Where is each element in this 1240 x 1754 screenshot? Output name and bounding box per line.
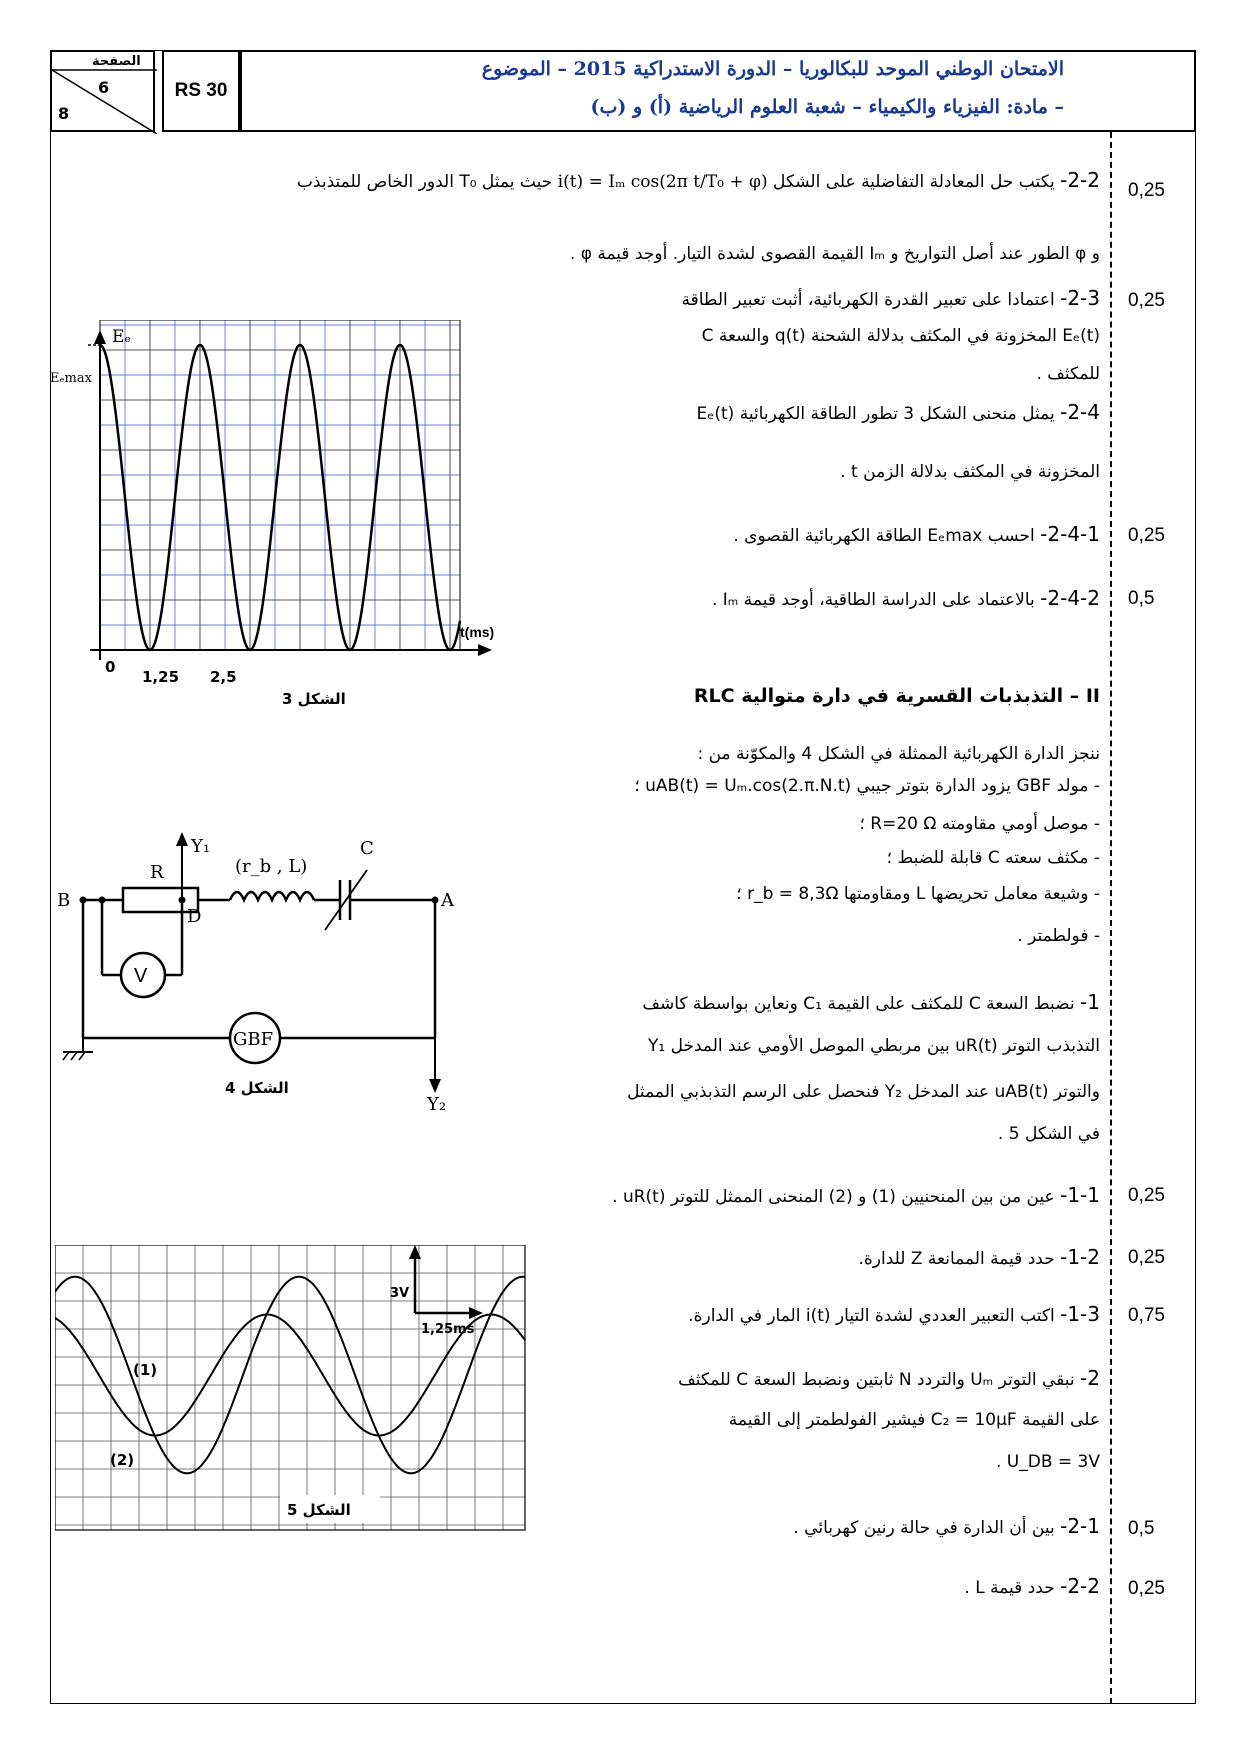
- question-text: احسب Eₑmax الطاقة الكهربائية القصوى .: [733, 526, 1035, 546]
- exam-code: RS 30: [162, 50, 240, 132]
- mark-q13: 0,75: [1128, 1305, 1165, 1326]
- question-text: اكتب التعبير العددي لشدة التيار i(t) المار في الدارة.: [688, 1306, 1055, 1326]
- question-2-2: [297, 168, 1100, 192]
- figure-5-grid: [55, 1245, 525, 1530]
- figure-5-caption: الشكل 5: [287, 1501, 351, 1519]
- gbf-label: GBF: [233, 1029, 274, 1050]
- question-text: نضبط السعة C للمكثف على القيمة C₁ ونعاين بواسطة كاشف: [642, 994, 1075, 1014]
- y-tick-emax: Eₑmax: [50, 371, 92, 386]
- question-number: 2-3-: [1060, 286, 1100, 310]
- question-text: حدد قيمة L .: [964, 1578, 1055, 1598]
- question-number: 2-1-: [1060, 1514, 1100, 1538]
- question-2-4-1: [733, 522, 1100, 546]
- label-A: A: [441, 890, 454, 911]
- question-number: 2-4-2-: [1040, 586, 1100, 610]
- coil: [230, 892, 314, 900]
- question-2-1: [793, 1514, 1100, 1538]
- node-b2: [99, 897, 106, 904]
- question-text: عين من بين المنحنيين (1) و (2) المنحنى الممثل للتوتر uR(t) .: [612, 1187, 1055, 1207]
- part-1-line-3: والتوتر uAB(t) عند المدخل Y₂ فنحصل على الرسم التذبذبي الممثل: [627, 1082, 1100, 1102]
- figure-4-circuit: [55, 830, 485, 1120]
- question-text: بالاعتماد على الدراسة الطاقية، أوجد قيمة Iₘ .: [711, 590, 1035, 610]
- exam-title-line2: – مادة: الفيزياء والكيمياء – شعبة العلوم الرياضية (أ) و (ب): [590, 96, 1064, 118]
- y-axis-label: Eₑ: [112, 327, 131, 347]
- x-tick-1: 1,25: [142, 668, 180, 686]
- part-2-line-2: على القيمة C₂ = 10μF فيشير الفولطمتر إلى القيمة: [728, 1410, 1100, 1430]
- question-2-2-cont: و φ الطور عند أصل التواريخ و Iₘ القيمة القصوى لشدة التيار. أوجد قيمة φ .: [569, 244, 1100, 264]
- section-text: التذبذبات القسرية في دارة متوالية RLC: [693, 685, 1064, 707]
- part-1-line-1: [642, 990, 1100, 1014]
- mark-q22r: 0,25: [1128, 1578, 1165, 1599]
- question-number: 2-4-1-: [1040, 522, 1100, 546]
- intro-line-1: ننجز الدارة الكهربائية الممثلة في الشكل 4 والمكوّنة من :: [697, 744, 1100, 764]
- question-1-3: [688, 1302, 1100, 1326]
- page-number-box: [50, 50, 155, 132]
- margin-separator: [1110, 132, 1112, 1704]
- question-text: يكتب حل المعادلة التفاضلية على الشكل: [772, 172, 1055, 192]
- exam-title-line1: الامتحان الوطني الموحد للبكالوريا – الدورة الاستدراكية 2015 – الموضوع: [481, 58, 1064, 80]
- figure-5-curves: [55, 1277, 525, 1474]
- intro-line-2: - مولد GBF يزود الدارة بتوتر جيبي uAB(t) = Uₘ.cos(2.π.N.t) ؛: [634, 776, 1100, 796]
- question-2-2-resonance: [964, 1574, 1100, 1598]
- curve-2: [55, 1277, 525, 1474]
- question-text: يمثل منحنى الشكل 3 تطور الطاقة الكهربائية Eₑ(t): [696, 404, 1055, 424]
- question-text: بين أن الدارة في حالة رنين كهربائي .: [793, 1518, 1055, 1538]
- x-axis-arrow-icon: [478, 644, 492, 656]
- question-text: اعتمادا على تعبير القدرة الكهربائية، أثبت تعبير الطاقة: [681, 290, 1055, 310]
- node-a: [432, 897, 439, 904]
- ground-hatch-1: [63, 1052, 69, 1060]
- y2-arrow-icon: [429, 1079, 441, 1093]
- question-number: 2-: [1080, 1366, 1100, 1390]
- label-B: B: [57, 890, 71, 911]
- scale-t-label: 1,25ms: [421, 1322, 475, 1337]
- question-number: 2-2-: [1060, 168, 1100, 192]
- mark-q241: 0,25: [1128, 525, 1165, 546]
- figure-3-caption: الشكل 3: [282, 690, 346, 708]
- label-coil: (r_b , L): [235, 856, 308, 877]
- x-tick-2: 2,5: [210, 668, 237, 686]
- y1-arrow-icon: [176, 832, 188, 846]
- x-tick-0: 0: [105, 658, 116, 676]
- figure-3-chart: [50, 320, 510, 710]
- question-text: نبقي التوتر Uₘ والتردد N ثابتين ونضبط السعة C للمكثف: [678, 1370, 1075, 1390]
- ground-hatch-2: [71, 1052, 77, 1060]
- grid-border: [100, 320, 460, 650]
- question-1-2: [858, 1245, 1100, 1269]
- section-II-title: [694, 685, 1100, 708]
- formula: i(t) = Iₘ cos(2π t/T₀ + φ): [557, 172, 768, 192]
- label-C: C: [360, 838, 374, 859]
- page-label: الصفحة: [92, 54, 141, 69]
- figure-4-caption: الشكل 4: [225, 1079, 289, 1097]
- mark-q23: 0,25: [1128, 290, 1165, 311]
- section-number: II –: [1069, 685, 1100, 707]
- mark-q242: 0,5: [1128, 588, 1155, 609]
- question-2-3-cont: Eₑ(t) المخزونة في المكثف بدلالة الشحنة q(t) والسعة C: [701, 326, 1100, 346]
- mark-q12: 0,25: [1128, 1247, 1165, 1268]
- ground-hatch-3: [79, 1052, 85, 1060]
- x-axis-label: t(ms): [460, 624, 495, 640]
- exam-title-box: [240, 50, 1196, 132]
- grid-border: [55, 1245, 525, 1530]
- voltmeter-label: V: [134, 965, 148, 987]
- intro-line-5: - وشيعة معامل تحريضها L ومقاومتها r_b = 8,3Ω ؛: [736, 884, 1100, 904]
- mark-q22: 0,25: [1128, 180, 1165, 201]
- figure-5-oscilloscope: [55, 1245, 545, 1540]
- part-2-line-3: U_DB = 3V .: [995, 1452, 1100, 1472]
- question-number: 2-2-: [1060, 1574, 1100, 1598]
- question-number: 2-4-: [1060, 400, 1100, 424]
- question-1-1: [612, 1183, 1100, 1207]
- y-axis-arrow-icon: [94, 330, 106, 344]
- part-1-line-2: التذبذب التوتر uR(t) بين مربطي الموصل الأومي عند المدخل Y₁: [647, 1036, 1100, 1056]
- label-Y2: Y₂: [427, 1094, 447, 1115]
- question-number: 1-3-: [1060, 1302, 1100, 1326]
- question-2-4: [697, 400, 1100, 424]
- mark-q11: 0,25: [1128, 1185, 1165, 1206]
- intro-line-4: - مكثف سعته C قابلة للضبط ؛: [886, 848, 1100, 868]
- question-2-3-end: للمكثف .: [1036, 364, 1100, 384]
- label-D: D: [187, 906, 202, 927]
- label-Y1: Y₁: [191, 836, 211, 857]
- intro-line-6: - فولطمتر .: [1017, 926, 1100, 946]
- figure-3-curve-group: [88, 345, 460, 650]
- scale-v-label: 3V: [390, 1286, 410, 1301]
- mark-q21: 0,5: [1128, 1518, 1155, 1539]
- page-total: 8: [58, 104, 70, 123]
- figure-3-grid: [100, 320, 460, 650]
- page-number: 6: [98, 78, 110, 97]
- question-text-cont: حيث يمثل T₀ الدور الخاص للمتذبذب: [296, 172, 553, 192]
- curve-2-label: (2): [110, 1451, 135, 1469]
- node-d: [179, 897, 186, 904]
- question-2-4-2: [712, 586, 1100, 610]
- part-1-line-4: في الشكل 5 .: [997, 1124, 1100, 1144]
- question-2-3: [682, 286, 1100, 310]
- energy-curve: [100, 345, 460, 650]
- node-b: [80, 897, 87, 904]
- part-2-line-1: [678, 1366, 1100, 1390]
- question-number: 1-2-: [1060, 1245, 1100, 1269]
- question-number: 1-: [1080, 990, 1100, 1014]
- label-R: R: [150, 862, 164, 883]
- intro-line-3: - موصل أومي مقاومته R=20 Ω ؛: [859, 814, 1100, 834]
- question-2-4-cont: المخزونة في المكثف بدلالة الزمن t .: [840, 462, 1100, 482]
- question-number: 1-1-: [1060, 1183, 1100, 1207]
- question-text: حدد قيمة الممانعة Z للدارة.: [858, 1249, 1055, 1269]
- curve-1-label: (1): [133, 1361, 158, 1379]
